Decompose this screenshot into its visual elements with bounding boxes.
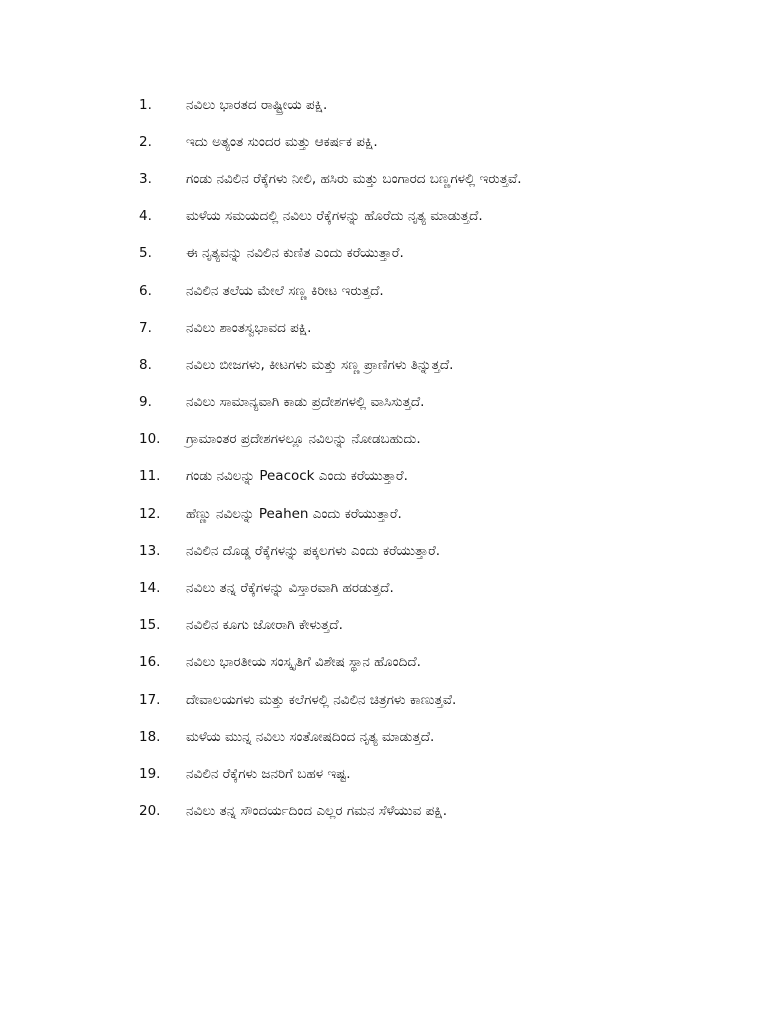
item-number: 3. bbox=[139, 170, 152, 187]
item-number: 13. bbox=[139, 542, 161, 559]
item-text: ಈ ನೃತ್ಯವನ್ನು ನವಿಲಿನ ಕುಣಿತ ಎಂದು ಕರೆಯುತ್ತಾರೆ. bbox=[186, 245, 404, 262]
list-item bbox=[139, 346, 739, 383]
list-item bbox=[139, 160, 739, 197]
list-item bbox=[139, 421, 739, 458]
item-text: ನವಿಲು ಶಾಂತಸ್ವಭಾವದ ಪಕ್ಷಿ. bbox=[186, 319, 312, 336]
item-text: ನವಿಲು ಭಾರತದ ರಾಷ್ಟ್ರೀಯ ಪಕ್ಷಿ. bbox=[186, 96, 328, 113]
item-text: ಮಳೆಯ ಮುನ್ನ ನವಿಲು ಸಂತೋಷದಿಂದ ನೃತ್ಯ ಮಾಡುತ್ತದೆ. bbox=[186, 728, 435, 745]
item-number: 9. bbox=[139, 394, 152, 411]
list-item bbox=[139, 644, 739, 681]
item-number: 16. bbox=[139, 654, 161, 671]
list-item bbox=[139, 755, 739, 792]
item-text: ಮಳೆಯ ಸಮಯದಲ್ಲಿ ನವಿಲು ರೆಕ್ಕೆಗಳನ್ನು ಹೊರೆದು ನೃತ್ಯ ಮಾಡುತ್ತದೆ. bbox=[186, 208, 483, 225]
item-text: ನವಿಲಿನ ರೆಕ್ಕೆಗಳು ಜನರಿಗೆ ಬಹಳ ಇಷ್ಟ. bbox=[186, 765, 351, 782]
item-number: 2. bbox=[139, 133, 152, 150]
item-number: 7. bbox=[139, 319, 152, 336]
item-text: ನವಿಲಿನ ತಲೆಯ ಮೇಲೆ ಸಣ್ಣ ಕಿರೀಟ ಇರುತ್ತದೆ. bbox=[186, 282, 384, 299]
item-text: ನವಿಲು ಭಾರತೀಯ ಸಂಸ್ಕೃತಿಗೆ ವಿಶೇಷ ಸ್ಥಾನ ಹೊಂದಿದೆ. bbox=[186, 654, 421, 671]
list-item bbox=[139, 718, 739, 755]
list-item bbox=[139, 793, 739, 830]
list-item bbox=[139, 681, 739, 718]
list-item bbox=[139, 309, 739, 346]
item-text: ದೇವಾಲಯಗಳು ಮತ್ತು ಕಲೆಗಳಲ್ಲಿ ನವಿಲಿನ ಚಿತ್ರಗಳು ಕಾಣುತ್ತವೆ. bbox=[186, 691, 457, 708]
item-text: ನವಿಲಿನ ಕೂಗು ಜೋರಾಗಿ ಕೇಳುತ್ತದೆ. bbox=[186, 617, 343, 634]
list-item bbox=[139, 607, 739, 644]
item-text: ನವಿಲು ಸಾಮಾನ್ಯವಾಗಿ ಕಾಡು ಪ್ರದೇಶಗಳಲ್ಲಿ ವಾಸಿಸುತ್ತದೆ. bbox=[186, 394, 425, 411]
item-number: 6. bbox=[139, 282, 152, 299]
item-number: 8. bbox=[139, 356, 152, 373]
list-item bbox=[139, 458, 739, 495]
item-number: 20. bbox=[139, 803, 161, 820]
list-item bbox=[139, 123, 739, 160]
list-item bbox=[139, 198, 739, 235]
item-text: ನವಿಲು ತನ್ನ ರೆಕ್ಕೆಗಳನ್ನು ವಿಸ್ತಾರವಾಗಿ ಹರಡುತ್ತದೆ. bbox=[186, 580, 394, 597]
list-item bbox=[139, 495, 739, 532]
item-number: 14. bbox=[139, 580, 161, 597]
item-text: ನವಿಲು ಬೀಜಗಳು, ಕೀಟಗಳು ಮತ್ತು ಸಣ್ಣ ಪ್ರಾಣಿಗಳು ತಿನ್ನುತ್ತದೆ. bbox=[186, 356, 454, 373]
item-text: ನವಿಲಿನ ದೊಡ್ಡ ರೆಕ್ಕೆಗಳನ್ನು ಪಕ್ಕಲಗಳು ಎಂದು ಕರೆಯುತ್ತಾರೆ. bbox=[186, 542, 441, 559]
item-text: ಇದು ಅತ್ಯಂತ ಸುಂದರ ಮತ್ತು ಆಕರ್ಷಕ ಪಕ್ಷಿ. bbox=[186, 133, 378, 150]
item-text: ಗ್ರಾಮಾಂತರ ಪ್ರದೇಶಗಳಲ್ಲೂ ನವಿಲನ್ನು ನೋಡಬಹುದು. bbox=[186, 431, 421, 448]
item-text: ಗಂಡು ನವಿಲಿನ ರೆಕ್ಕೆಗಳು ನೀಲಿ, ಹಸಿರು ಮತ್ತು ಬಂಗಾರದ ಬಣ್ಣಗಳಲ್ಲಿ ಇರುತ್ತವೆ. bbox=[186, 170, 522, 187]
item-number: 1. bbox=[139, 96, 152, 113]
item-text: ನವಿಲು ತನ್ನ ಸೌಂದರ್ಯದಿಂದ ಎಲ್ಲರ ಗಮನ ಸೆಳೆಯುವ ಪಕ್ಷಿ. bbox=[186, 803, 447, 820]
list-item bbox=[139, 86, 739, 123]
item-number: 5. bbox=[139, 245, 152, 262]
list-item bbox=[139, 272, 739, 309]
list-item bbox=[139, 384, 739, 421]
item-text: ಗಂಡು ನವಿಲನ್ನು Peacock ಎಂದು ಕರೆಯುತ್ತಾರೆ. bbox=[186, 468, 408, 485]
item-number: 19. bbox=[139, 765, 161, 782]
item-number: 11. bbox=[139, 468, 161, 485]
item-number: 17. bbox=[139, 691, 161, 708]
numbered-list bbox=[139, 86, 739, 830]
item-text: ಹೆಣ್ಣು ನವಿಲನ್ನು Peahen ಎಂದು ಕರೆಯುತ್ತಾರೆ. bbox=[186, 505, 402, 522]
item-number: 18. bbox=[139, 728, 161, 745]
item-number: 4. bbox=[139, 208, 152, 225]
item-number: 15. bbox=[139, 617, 161, 634]
item-number: 10. bbox=[139, 431, 161, 448]
item-number: 12. bbox=[139, 505, 161, 522]
list-item bbox=[139, 532, 739, 569]
list-item bbox=[139, 235, 739, 272]
list-item bbox=[139, 569, 739, 606]
